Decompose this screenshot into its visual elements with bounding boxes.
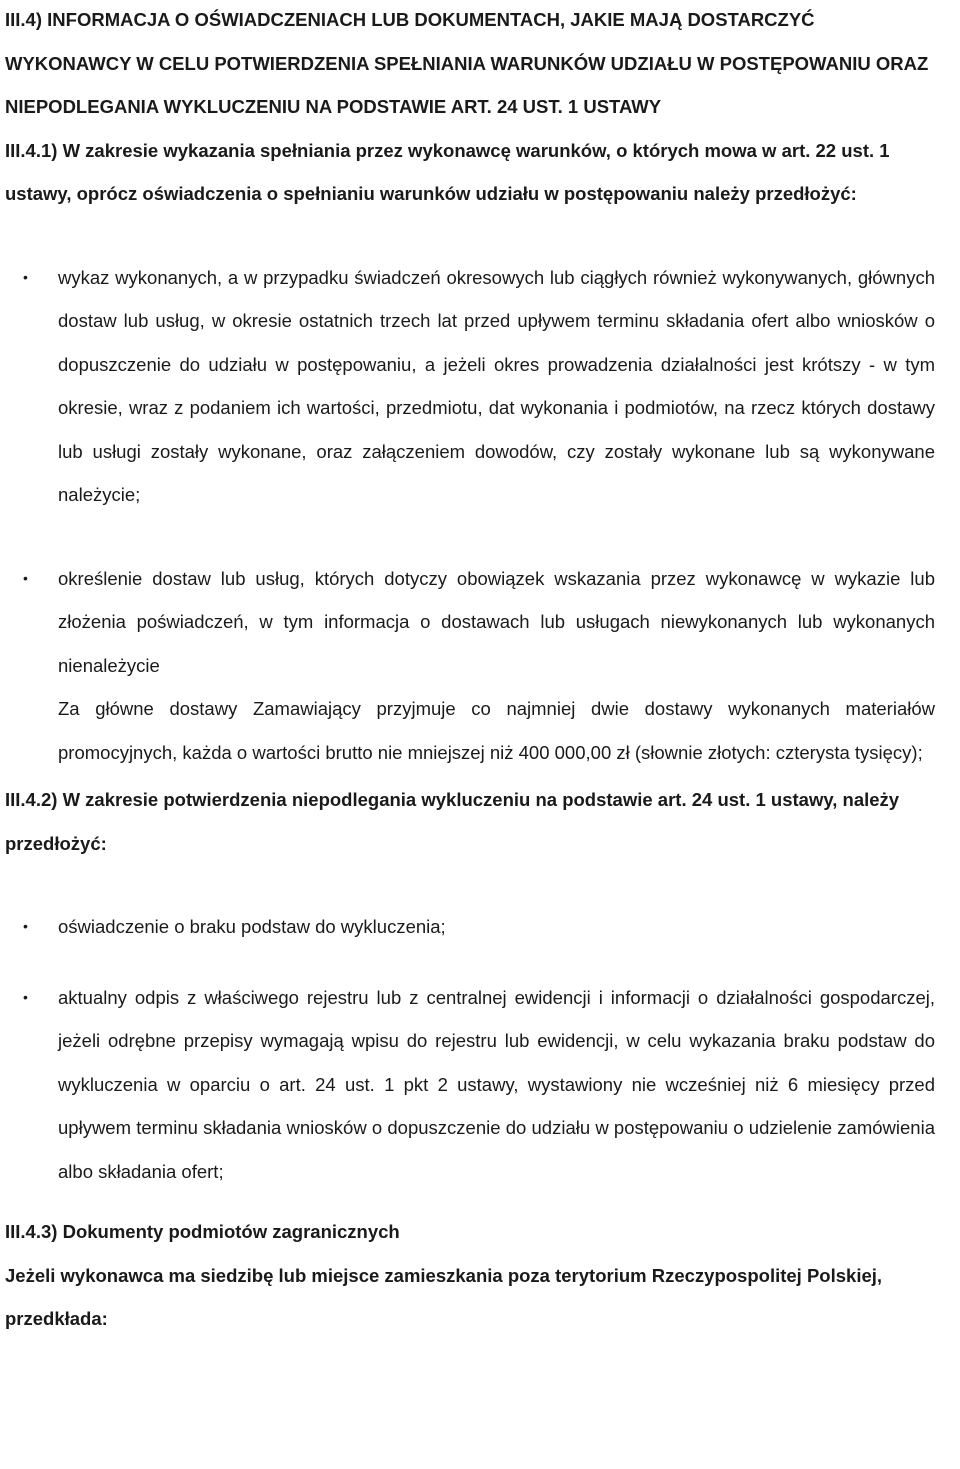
list-item-text: aktualny odpis z właściwego rejestru lub z centralnej ewidencji i informacji o działalności gospodarczej, jeżeli odrębne przepisy wymagają wpisu do rejestru lub ewidencji, w celu wykazania braku podstaw do wykluczenia w oparciu o art. 24 ust. 1 pkt 2 ustawy, wystawiony nie wcześniej niż 6 miesięcy przed upływem terminu składania wniosków o dopuszczenie do udziału w postępowaniu o udzielenie zamówienia albo składania ofert; — [58, 986, 935, 1182]
section-4-1-heading: III.4.1) W zakresie wykazania spełniania przez wykonawcę warunków, o których mowa w art. 22 ust. 1 ustawy, oprócz oświadczenia o spełnianiu warunków udziału w postępowaniu należy przedłożyć: — [5, 139, 890, 204]
document-page — [5, 0, 935, 1341]
list-item-text: oświadczenie o braku podstaw do wykluczenia; — [58, 916, 446, 937]
bullet-icon: • — [23, 268, 28, 285]
section-4-3-heading: III.4.3) Dokumenty podmiotów zagranicznych — [5, 1221, 400, 1242]
list-item-text: określenie dostaw lub usług, których dotyczy obowiązek wskazania przez wykonawcę w wykazie lub złożenia poświadczeń, w tym informacja o dostawach lub usługach niewykonanych lub wykonanych nienależycie — [58, 567, 935, 676]
bullet-icon: • — [23, 988, 28, 1005]
list-item — [5, 557, 935, 775]
section-4-2-heading: III.4.2) W zakresie potwierdzenia niepodlegania wykluczeniu na podstawie art. 24 ust. 1 ustawy, należy przedłożyć: — [5, 789, 900, 854]
list-item-text: wykaz wykonanych, a w przypadku świadczeń okresowych lub ciągłych również wykonywanych, głównych dostaw lub usług, w okresie ostatnich trzech lat przed upływem terminu składania ofert albo wniosków o dopuszczenie do udziału w postępowaniu, a jeżeli okres prowadzenia działalności jest krótszy - w tym okresie, wraz z podaniem ich wartości, przedmiotu, dat wykonania i podmiotów, na rzecz których dostawy lub usługi zostały wykonane, oraz załączeniem dowodów, czy zostały wykonane lub są wykonywane należycie; — [58, 266, 935, 505]
section-4-heading: III.4) INFORMACJA O OŚWIADCZENIACH LUB DOKUMENTACH, JAKIE MAJĄ DOSTARCZYĆ WYKONAWCY W CELU POTWIERDZENIA SPEŁNIANIA WARUNKÓW UDZIAŁU W POSTĘPOWANIU ORAZ NIEPODLEGANIA WYKLUCZENIU NA PODSTAWIE ART. 24 UST. 1 USTAWY — [5, 9, 929, 117]
section-4-3-subtitle: Jeżeli wykonawca ma siedzibę lub miejsce zamieszkania poza terytorium Rzeczypospolitej Polskiej, przedkłada: — [5, 1264, 883, 1329]
bullet-icon: • — [23, 918, 28, 934]
list-item — [5, 976, 935, 1194]
section-4-1-list — [5, 256, 935, 775]
list-item — [5, 905, 935, 949]
bullet-icon: • — [23, 569, 28, 586]
list-item — [5, 256, 935, 517]
section-4-2-list — [5, 905, 935, 1193]
list-item-note: Za główne dostawy Zamawiający przyjmuje co najmniej dwie dostawy wykonanych materiałów promocyjnych, każda o wartości brutto nie mniejszej niż 400 000,00 zł (słownie złotych: czterysta tysięcy); — [58, 698, 935, 763]
